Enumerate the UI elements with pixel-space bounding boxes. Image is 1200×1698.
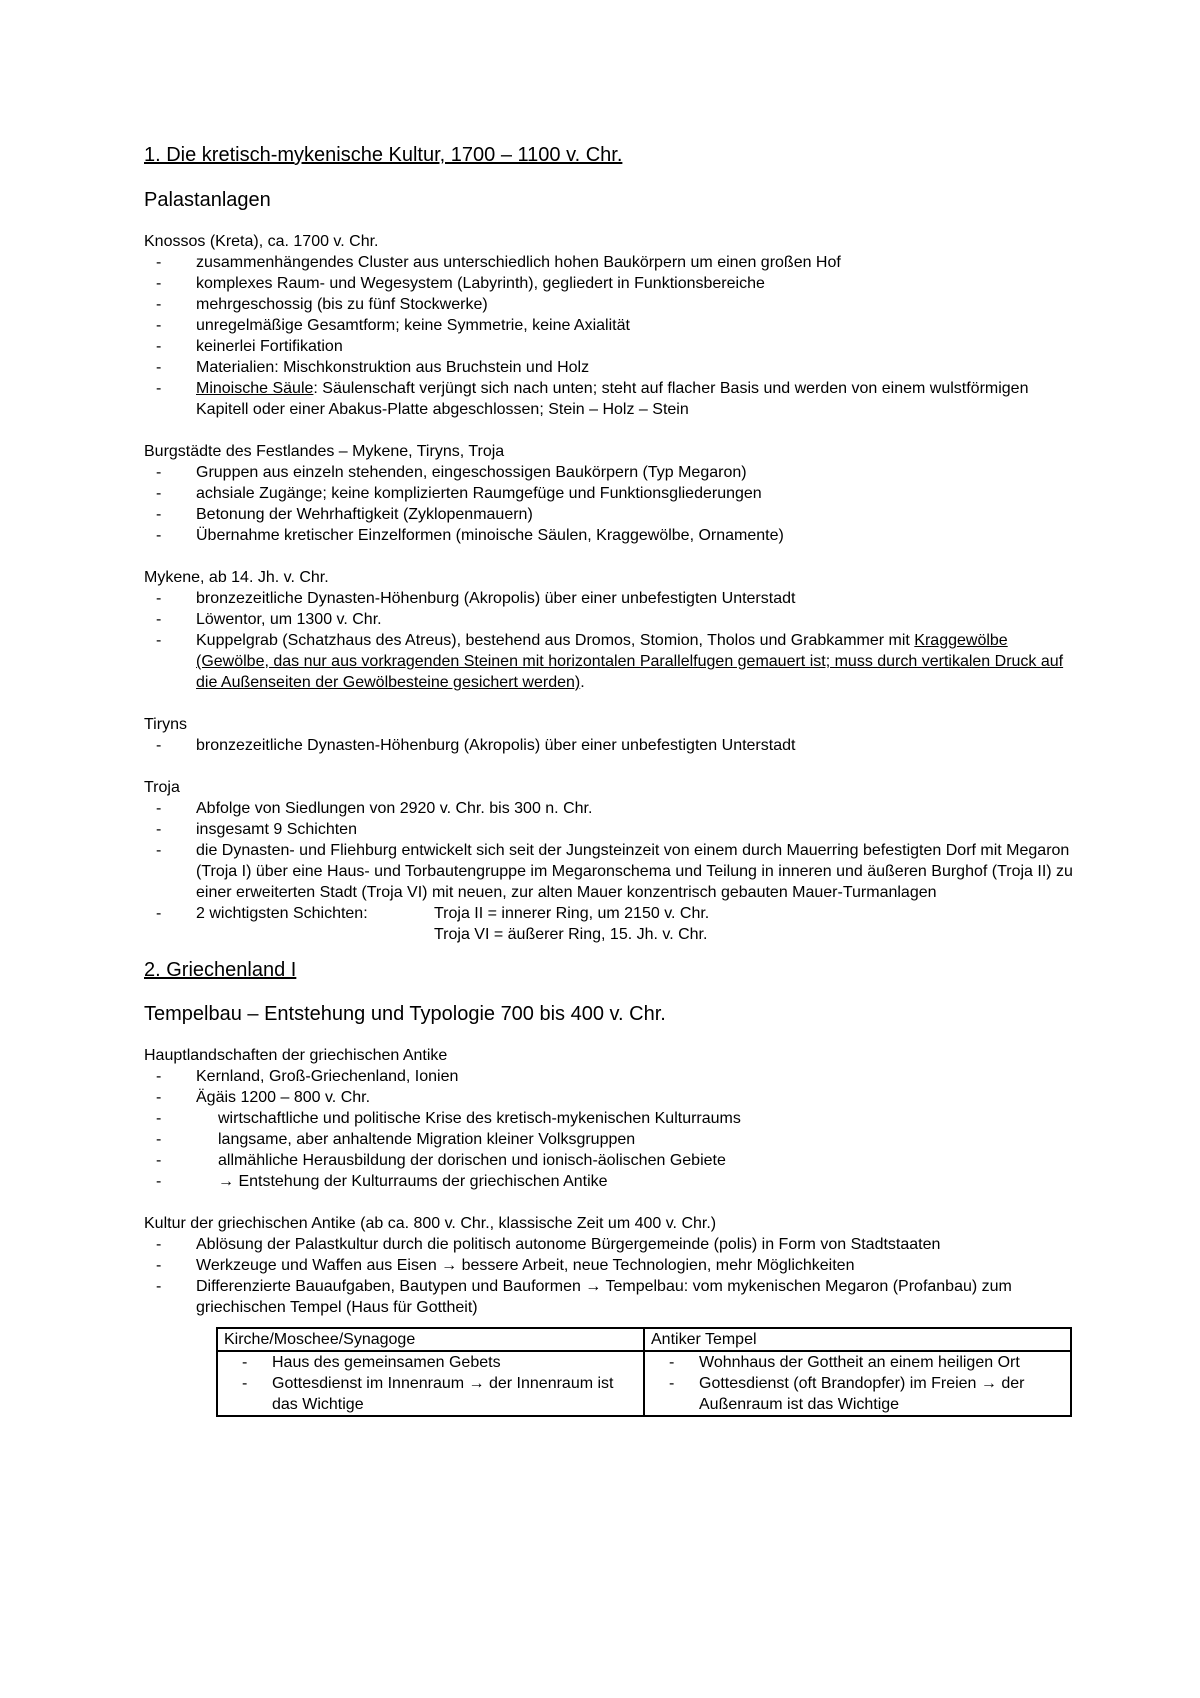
minoische-saeule-term: Minoische Säule — [196, 380, 314, 397]
list-item: - Löwentor, um 1300 v. Chr. — [144, 609, 1084, 630]
list-item: - bronzezeitliche Dynasten-Höhenburg (Akropolis) über einer unbefestigten Unterstadt — [144, 735, 1084, 756]
kuppelgrab-end: . — [580, 674, 585, 691]
schichten-troja-6: Troja VI = äußerer Ring, 15. Jh. v. Chr. — [434, 926, 708, 943]
table-cell — [217, 1351, 644, 1416]
list-item: - Ägäis 1200 – 800 v. Chr. — [144, 1087, 1084, 1108]
list-item: - → Entstehung der Kulturraums der griechischen Antike — [144, 1171, 1084, 1192]
table-cell — [644, 1351, 1071, 1416]
list-item: - Betonung der Wehrhaftigkeit (Zyklopenmauern) — [144, 504, 1084, 525]
schichten-label: - 2 wichtigsten Schichten: — [196, 905, 368, 922]
list-item: - achsiale Zugänge; keine komplizierten Raumgefüge und Funktionsgliederungen — [144, 483, 1084, 504]
table-header-row — [217, 1328, 1071, 1351]
tiryns-heading: Tiryns — [144, 716, 187, 733]
list-item: - Gottesdienst (oft Brandopfer) im Freien → der Außenraum ist das Wichtige — [651, 1373, 1064, 1415]
table-header-cell: Kirche/Moschee/Synagoge — [217, 1328, 644, 1351]
list-item: - Materialien: Mischkonstruktion aus Bruchstein und Holz — [144, 357, 1084, 378]
list-item: - keinerlei Fortifikation — [144, 336, 1084, 357]
list-item: - Wohnhaus der Gottheit an einem heiligen Ort — [651, 1352, 1064, 1373]
list-item: - Haus des gemeinsamen Gebets — [224, 1352, 637, 1373]
kultur-list — [144, 1234, 1084, 1318]
kraggewoelbe-definition: Kraggewölbe (Gewölbe, das nur aus vorkragenden Steinen mit horizontalen Parallelfugen gemauert ist; muss durch vertikalen Druck auf die Außenseiten der Gewölbesteine gesichert werden) — [196, 632, 1064, 691]
list-item: - allmähliche Herausbildung der dorischen und ionisch-äolischen Gebiete — [144, 1150, 1084, 1171]
list-item — [144, 378, 1084, 420]
section-1-subtitle: Palastanlagen — [144, 189, 271, 211]
table-row — [217, 1351, 1071, 1416]
list-item: - Übernahme kretischer Einzelformen (minoische Säulen, Kraggewölbe, Ornamente) — [144, 525, 1084, 546]
troja-heading: Troja — [144, 779, 180, 796]
burgstaedte-heading: Burgstädte des Festlandes – Mykene, Tiryns, Troja — [144, 443, 505, 460]
list-item — [144, 630, 1084, 693]
list-item: - langsame, aber anhaltende Migration kleiner Volksgruppen — [144, 1129, 1084, 1150]
table-header-cell: Antiker Tempel — [644, 1328, 1071, 1351]
list-item: - komplexes Raum- und Wegesystem (Labyrinth), gegliedert in Funktionsbereiche — [144, 273, 1084, 294]
mykene-list — [144, 588, 1084, 693]
kultur-heading: Kultur der griechischen Antike (ab ca. 800 v. Chr., klassische Zeit um 400 v. Chr.) — [144, 1215, 717, 1232]
tiryns-list — [144, 735, 1084, 756]
section-2-title: 2. Griechenland I — [144, 959, 297, 981]
list-item: - unregelmäßige Gesamtform; keine Symmetrie, keine Axialität — [144, 315, 1084, 336]
kuppelgrab-text: Kuppelgrab (Schatzhaus des Atreus), bestehend aus Dromos, Stomion, Tholos und Grabkammer mit — [196, 632, 915, 649]
list-item: - die Dynasten- und Fliehburg entwickelt sich seit der Jungsteinzeit von einem durch Mauerring befestigten Dorf mit Megaron (Troja I) über eine Haus- und Torbautengruppe im Megaronschema und Teilung in inneren und äußeren Burghof (Troja II) zu einer erweiterten Stadt (Troja VI) mit neuen, zur alten Mauer konzentrisch gebauten Mauer-Turmanlagen — [144, 840, 1084, 903]
comparison-table — [216, 1327, 1072, 1417]
list-item: - wirtschaftliche und politische Krise des kretisch-mykenischen Kulturraums — [144, 1108, 1084, 1129]
list-item: - Werkzeuge und Waffen aus Eisen → bessere Arbeit, neue Technologien, mehr Möglichkeiten — [144, 1255, 1084, 1276]
burgstaedte-list — [144, 462, 1084, 546]
list-item: - Gottesdienst im Innenraum → der Innenraum ist das Wichtige — [224, 1373, 637, 1415]
document-content — [144, 142, 1084, 1417]
minoische-saeule-text: : Säulenschaft verjüngt sich nach unten; steht auf flacher Basis und werden von einem wulstförmigen Kapitell oder einer Abakus-Platte abgeschlossen; Stein – Holz – Stein — [196, 380, 1029, 418]
list-item: - Differenzierte Bauaufgaben, Bautypen und Bauformen → Tempelbau: vom mykenischen Megaron (Profanbau) zum griechischen Tempel (Haus für Gottheit) — [144, 1276, 1084, 1318]
hauptlandschaften-heading: Hauptlandschaften der griechischen Antike — [144, 1047, 448, 1064]
list-item: - mehrgeschossig (bis zu fünf Stockwerke) — [144, 294, 1084, 315]
list-item: - Ablösung der Palastkultur durch die politisch autonome Bürgergemeinde (polis) in Form von Stadtstaaten — [144, 1234, 1084, 1255]
knossos-heading: Knossos (Kreta), ca. 1700 v. Chr. — [144, 233, 379, 250]
list-item: - insgesamt 9 Schichten — [144, 819, 1084, 840]
list-item: - Gruppen aus einzeln stehenden, eingeschossigen Baukörpern (Typ Megaron) — [144, 462, 1084, 483]
section-1-title: 1. Die kretisch-mykenische Kultur, 1700 – 1100 v. Chr. — [144, 144, 623, 166]
list-item — [144, 903, 1084, 945]
troja-list — [144, 798, 1084, 945]
list-item: - Abfolge von Siedlungen von 2920 v. Chr. bis 300 n. Chr. — [144, 798, 1084, 819]
list-item: - Kernland, Groß-Griechenland, Ionien — [144, 1066, 1084, 1087]
list-item: - bronzezeitliche Dynasten-Höhenburg (Akropolis) über einer unbefestigten Unterstadt — [144, 588, 1084, 609]
list-item: - zusammenhängendes Cluster aus unterschiedlich hohen Baukörpern um einen großen Hof — [144, 252, 1084, 273]
section-2-subtitle: Tempelbau – Entstehung und Typologie 700 bis 400 v. Chr. — [144, 1003, 666, 1025]
schichten-troja-2: Troja II = innerer Ring, um 2150 v. Chr. — [434, 905, 710, 922]
knossos-list — [144, 252, 1084, 420]
hauptlandschaften-list — [144, 1066, 1084, 1192]
mykene-heading: Mykene, ab 14. Jh. v. Chr. — [144, 569, 329, 586]
